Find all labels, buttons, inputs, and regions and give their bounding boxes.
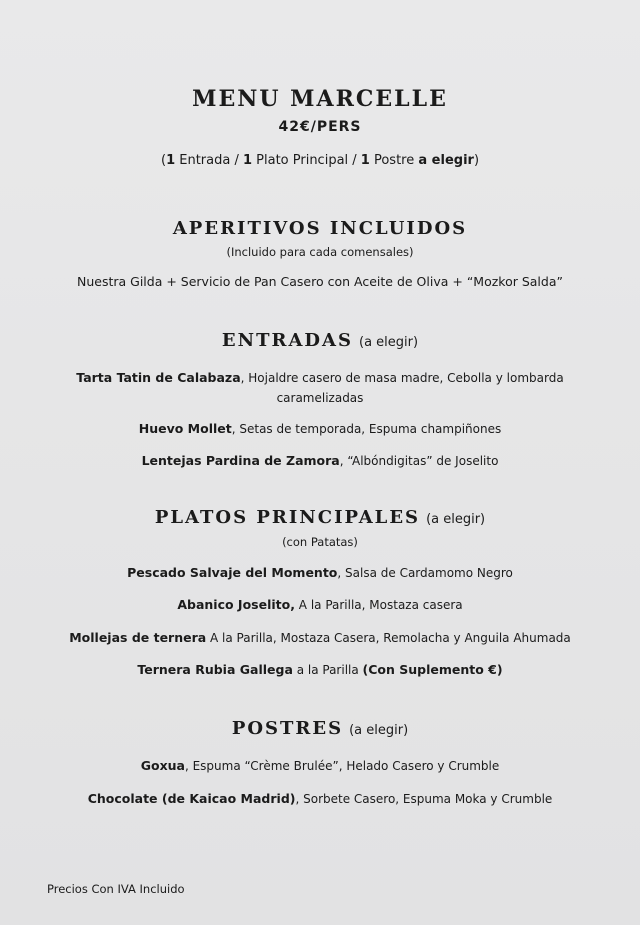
- footer-note: Precios Con IVA Incluido: [47, 882, 185, 896]
- postre-item: Chocolate (de Kaicao Madrid), Sorbete Casero, Espuma Moka y Crumble: [87, 791, 553, 806]
- aperitivos-line: Nuestra Gilda + Servicio de Pan Casero con Aceite de Oliva + “Mozkor Salda”: [77, 274, 563, 289]
- principal-item: Ternera Rubia Gallega a la Parilla (Con Suplemento €): [137, 662, 503, 677]
- principales-heading: PLATOS PRINCIPALES (a elegir): [154, 507, 486, 528]
- menu-price: 42€/PERS: [278, 119, 362, 135]
- principal-item: Abanico Joselito, A la Parilla, Mostaza casera: [177, 597, 463, 612]
- entradas-heading: ENTRADAS (a elegir): [221, 330, 419, 351]
- menu-choice-line: (1 Entrada / 1 Plato Principal / 1 Postre a elegir): [160, 153, 480, 168]
- principal-item: Pescado Salvaje del Momento, Salsa de Cardamomo Negro: [127, 565, 513, 580]
- aperitivos-heading: APERITIVOS INCLUIDOS: [172, 218, 468, 239]
- postres-heading: POSTRES (a elegir): [231, 718, 409, 739]
- aperitivos-note: (Incluido para cada comensales): [226, 245, 414, 259]
- menu-title: MENU MARCELLE: [192, 86, 448, 112]
- entrada-item-cont: caramelizadas: [276, 391, 364, 405]
- entrada-item: Tarta Tatin de Calabaza, Hojaldre casero de masa madre, Cebolla y lombarda: [76, 370, 564, 385]
- entrada-item: Lentejas Pardina de Zamora, “Albóndigitas” de Joselito: [141, 453, 499, 468]
- entrada-item: Huevo Mollet, Setas de temporada, Espuma champiñones: [138, 421, 502, 436]
- postre-item: Goxua, Espuma “Crème Brulée”, Helado Casero y Crumble: [140, 758, 500, 773]
- principales-sub: (con Patatas): [282, 535, 358, 549]
- principal-item: Mollejas de ternera A la Parilla, Mostaza Casera, Remolacha y Anguila Ahumada: [69, 630, 571, 645]
